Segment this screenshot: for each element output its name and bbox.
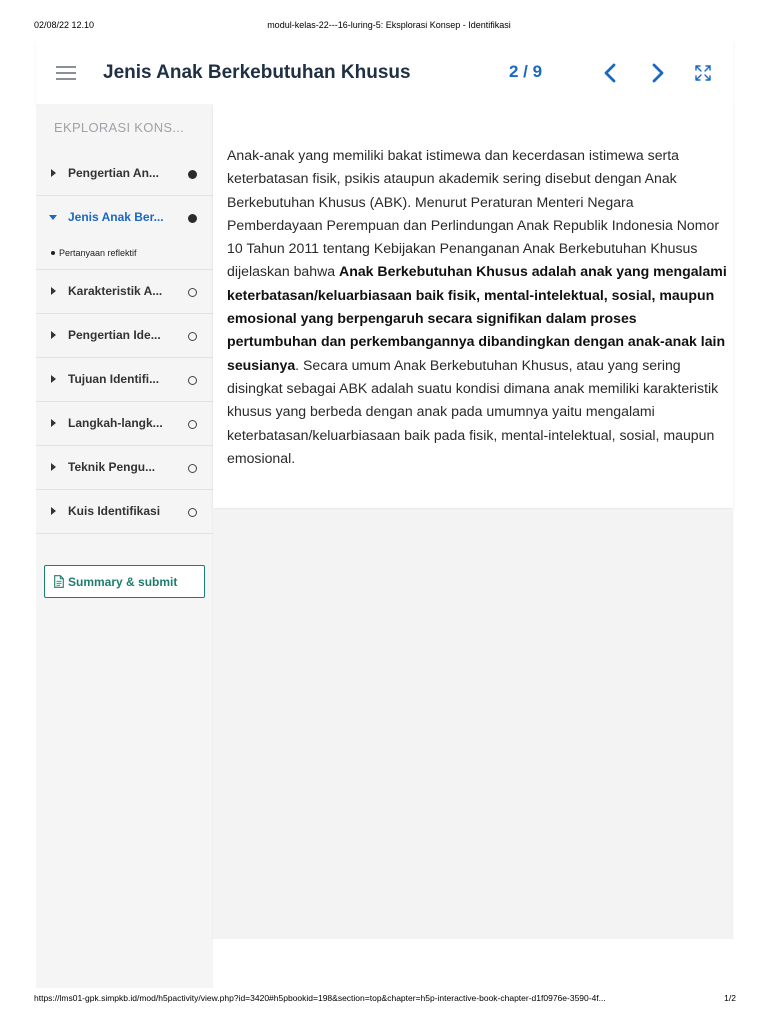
page-counter: 2 / 9 [509,62,543,81]
print-header [0,0,768,36]
sidebar-chapter-karakteristik[interactable] [36,270,213,314]
chapter-title: Jenis Anak Berkebutuhan Khusus [103,62,411,83]
chapter-label: Pengertian Ide... [68,328,161,342]
sidebar-section-pertanyaan-reflektif[interactable] [36,240,213,270]
chapter-content [213,104,733,508]
bullet-icon [51,251,55,255]
print-date: 02/08/22 12.10 [34,20,95,30]
fullscreen-button[interactable] [693,63,713,83]
sidebar-title: EKPLORASI KONS... [54,120,185,135]
incomplete-status-icon [188,508,197,517]
summary-submit-button[interactable] [44,565,205,598]
caret-right-icon [51,419,56,427]
caret-right-icon [51,331,56,339]
chapter-list [36,152,213,534]
print-footer [0,990,768,1010]
print-page-number: 1/2 [724,993,736,1003]
paragraph-text-start: Anak-anak yang memiliki bakat istimewa dan kecerdasan istimewa serta keterbatasan fisik, psikis ataupun akademik sering disebut dengan Anak Berkebutuhan Khusus (ABK). Menurut Peraturan Menteri Negara Pemberdayaan Perempuan dan Perlindungan Anak Republik Indonesia Nomor 10 Tahun 2011 tentang Kebijakan Penanganan Anak Berkebutuhan Khusus dijelaskan bahwa [227,147,720,280]
sidebar [36,104,213,988]
summary-submit-label: Summary & submit [68,575,178,589]
completed-status-icon [188,214,197,223]
caret-right-icon [51,463,56,471]
next-page-button[interactable] [644,60,670,86]
sidebar-chapter-pengertian-anak[interactable] [36,152,213,196]
incomplete-status-icon [188,288,197,297]
chevron-left-icon [598,60,624,86]
chapter-label: Jenis Anak Ber... [68,210,164,224]
completed-status-icon [188,170,197,179]
incomplete-status-icon [188,376,197,385]
book-header [36,40,733,104]
sidebar-chapter-pengertian-identifikasi[interactable] [36,314,213,358]
chapter-label: Langkah-langk... [68,416,163,430]
chapter-label: Tujuan Identifi... [68,372,160,386]
incomplete-status-icon [188,464,197,473]
previous-page-button[interactable] [598,60,624,86]
chapter-label: Teknik Pengu... [68,460,156,474]
sidebar-chapter-teknik-pengumpulan[interactable] [36,446,213,490]
chapter-label: Pengertian An... [68,166,159,180]
incomplete-status-icon [188,420,197,429]
caret-right-icon [51,507,56,515]
sidebar-chapter-jenis-anak[interactable] [36,196,213,240]
caret-down-icon [49,215,57,220]
print-url: https://lms01-gpk.simpkb.id/mod/h5pactivity/view.php?id=3420#h5pbookid=198&section=top&chapter=h5p-interactive-book-chapter-d1f0976e-3590-4f... [34,993,606,1003]
content-bottom-strip [213,939,733,988]
sidebar-chapter-langkah-langkah[interactable] [36,402,213,446]
chapter-label: Kuis Identifikasi [68,504,161,518]
menu-icon[interactable] [56,66,76,80]
sidebar-chapter-kuis-identifikasi[interactable] [36,490,213,534]
content-empty-area [213,509,733,939]
caret-right-icon [51,375,56,383]
chapter-label: Karakteristik A... [68,284,163,298]
paragraph-text-end: . Secara umum Anak Berkebutuhan Khusus, atau yang sering disingkat sebagai ABK adalah suatu kondisi dimana anak memiliki karakteristik khusus yang berbeda dengan anak pada umumnya yaitu mengalami keterbatasan/keluarbiasaan baik pada fisik, mental-intelektual, sosial, maupun emosional. [227,356,719,466]
caret-right-icon [51,169,56,177]
content-paragraph [227,144,727,470]
paragraph-definition-bold: Anak Berkebutuhan Khusus adalah anak yang mengalami keterbatasan/keluarbiasaan baik fisik, mental-intelektual, sosial, maupun emosional yang berpengaruh secara signifikan dalam proses pertumbuhan dan perkembangannya dibandingkan dengan anak-anak lain seusianya [227,263,727,373]
caret-right-icon [51,287,56,295]
chevron-right-icon [644,60,670,86]
section-label: Pertanyaan reflektif [59,248,137,258]
incomplete-status-icon [188,332,197,341]
print-document-title: modul-kelas-22---16-luring-5: Eksplorasi Konsep - Identifikasi [267,20,511,30]
sidebar-chapter-tujuan-identifikasi[interactable] [36,358,213,402]
fullscreen-icon [693,63,713,83]
document-icon [54,575,64,588]
